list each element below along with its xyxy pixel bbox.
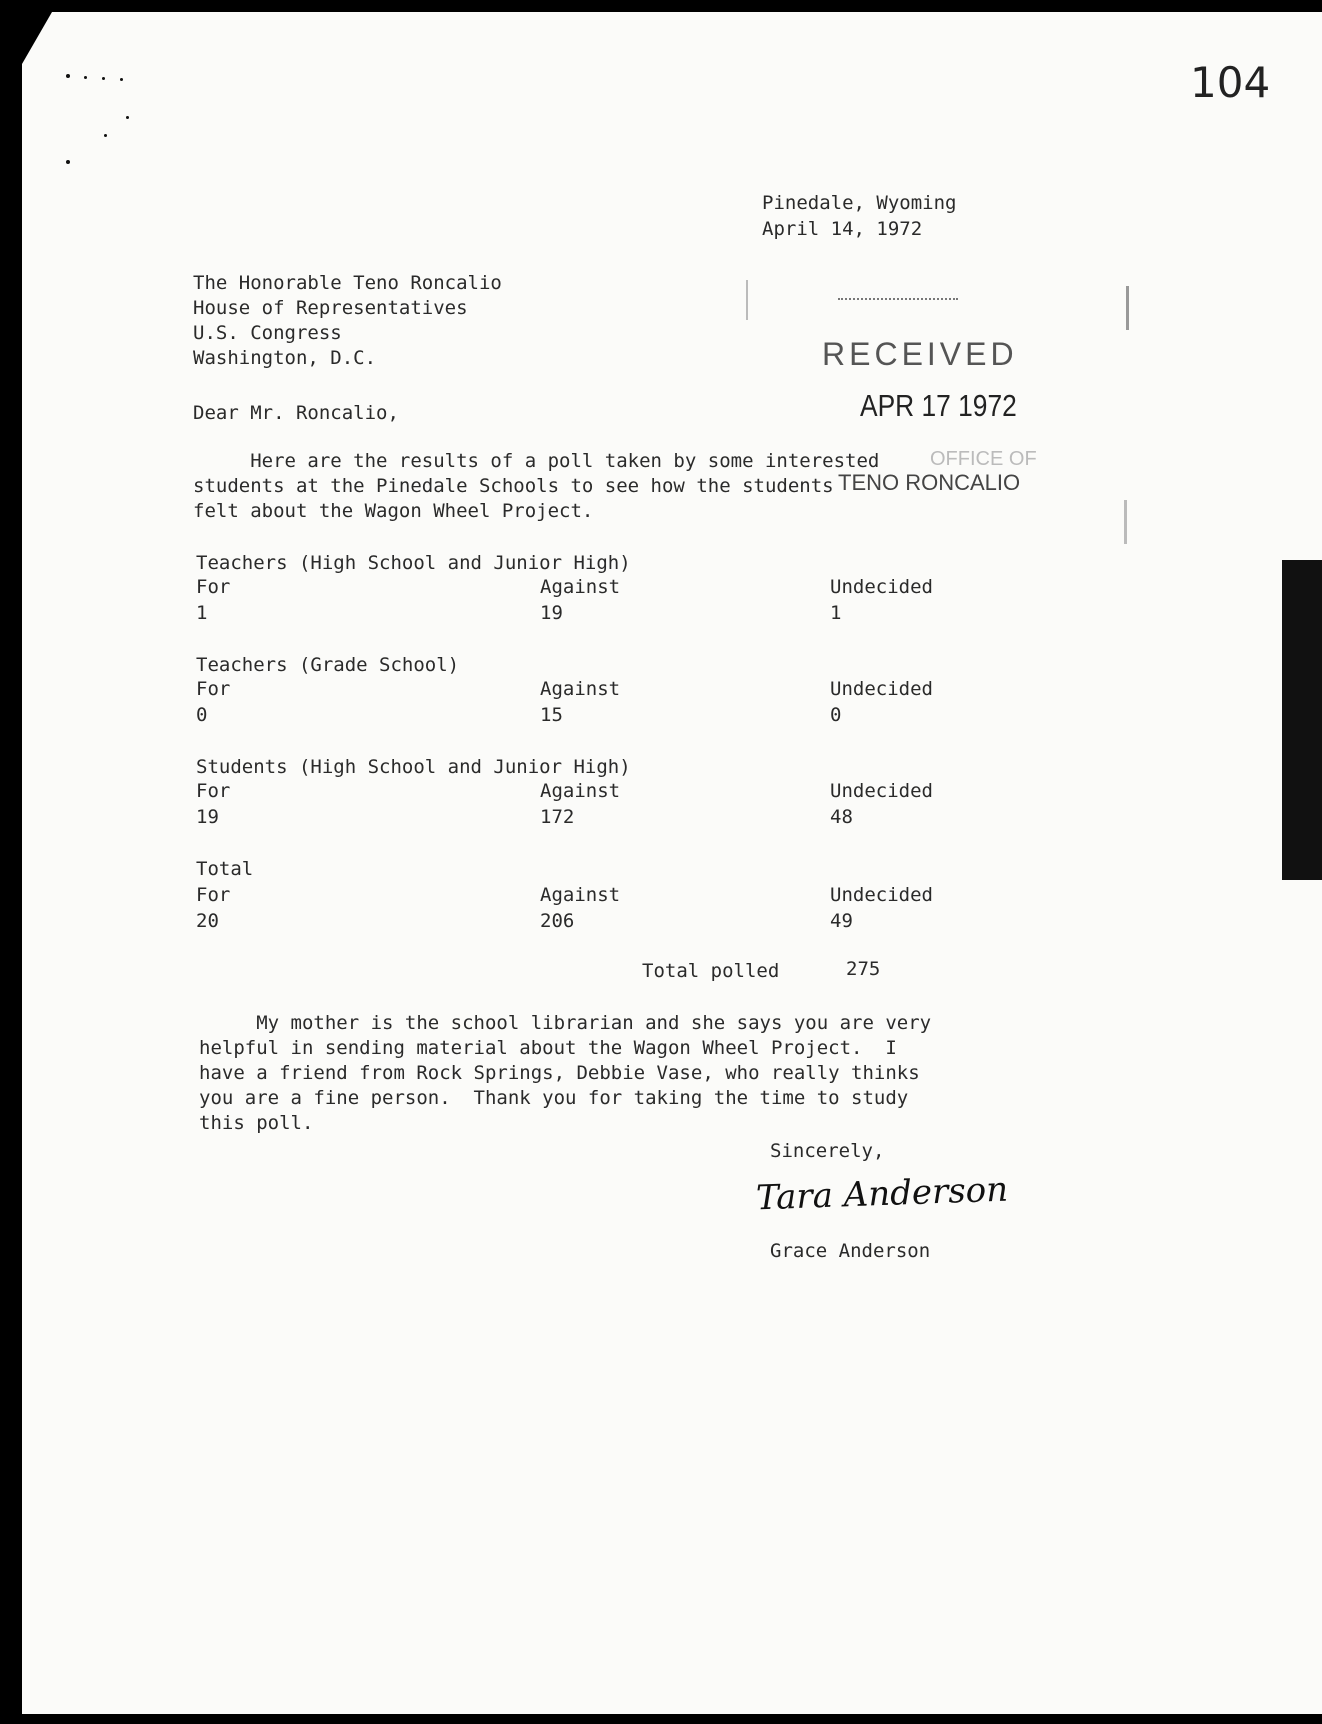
page-number: 104 — [1190, 58, 1271, 107]
intro-line: Here are the results of a poll taken by some interested — [193, 450, 880, 472]
poll-undecided-label: Undecided — [830, 576, 933, 598]
poll-against-label: Against — [540, 576, 621, 598]
poll-undecided-label: Undecided — [830, 678, 933, 700]
poll-group-title: Teachers (Grade School) — [196, 654, 460, 676]
recipient-line: House of Representatives — [193, 297, 468, 319]
stamp-received: RECEIVED — [822, 336, 1018, 372]
intro-line: felt about the Wagon Wheel Project. — [193, 500, 594, 522]
salutation: Dear Mr. Roncalio, — [193, 402, 399, 424]
poll-group-title: Total — [196, 858, 254, 880]
stamp-date: APR 17 1972 — [860, 388, 1017, 423]
total-polled-value: 275 — [846, 958, 881, 980]
recipient-line: Washington, D.C. — [193, 347, 377, 369]
stamp-name: TENO RONCALIO — [838, 470, 1021, 495]
scan-edge — [1282, 560, 1322, 880]
closing-line: helpful in sending material about the Wagon Wheel Project. I — [199, 1037, 897, 1059]
recipient-line: U.S. Congress — [193, 322, 342, 344]
poll-against-value: 19 — [540, 602, 563, 624]
total-polled-label: Total polled — [642, 960, 780, 982]
poll-against-value: 172 — [540, 806, 575, 828]
poll-against-label: Against — [540, 780, 621, 802]
scan-speck — [104, 134, 107, 137]
scan-speck — [66, 74, 70, 78]
poll-for-value: 0 — [196, 704, 208, 726]
letter-date: April 14, 1972 — [762, 218, 923, 240]
poll-undecided-value: 1 — [830, 602, 842, 624]
scan-speck — [120, 78, 123, 81]
stamp-mark — [1126, 286, 1129, 330]
closing-line: My mother is the school librarian and she says you are very — [199, 1012, 932, 1034]
intro-line: students at the Pinedale Schools to see how the students — [193, 475, 834, 497]
letter-place: Pinedale, Wyoming — [762, 192, 957, 214]
closing-line: this poll. — [199, 1112, 314, 1134]
poll-against-value: 206 — [540, 910, 575, 932]
poll-for-value: 1 — [196, 602, 208, 624]
stamp-rule — [838, 298, 958, 300]
poll-for-label: For — [196, 780, 231, 802]
poll-for-label: For — [196, 576, 231, 598]
scan-speck — [66, 160, 70, 164]
signer-name: Grace Anderson — [770, 1240, 931, 1262]
poll-against-label: Against — [540, 678, 621, 700]
poll-for-value: 19 — [196, 806, 219, 828]
recipient-line: The Honorable Teno Roncalio — [193, 272, 502, 294]
poll-undecided-label: Undecided — [830, 884, 933, 906]
poll-undecided-value: 49 — [830, 910, 853, 932]
poll-undecided-value: 48 — [830, 806, 853, 828]
closing: Sincerely, — [770, 1140, 885, 1162]
closing-line: you are a fine person. Thank you for taking the time to study — [199, 1087, 909, 1109]
poll-for-label: For — [196, 678, 231, 700]
poll-for-label: For — [196, 884, 231, 906]
handwritten-signature: Tara Anderson — [755, 1169, 1009, 1219]
poll-group-title: Students (High School and Junior High) — [196, 756, 631, 778]
poll-against-value: 15 — [540, 704, 563, 726]
poll-undecided-label: Undecided — [830, 780, 933, 802]
stamp-office: OFFICE OF — [930, 448, 1037, 470]
stamp-mark — [746, 280, 748, 320]
scan-speck — [84, 76, 87, 79]
poll-for-value: 20 — [196, 910, 219, 932]
scan-speck — [102, 77, 105, 80]
scan-speck — [126, 116, 129, 119]
poll-against-label: Against — [540, 884, 621, 906]
closing-line: have a friend from Rock Springs, Debbie Vase, who really thinks — [199, 1062, 920, 1084]
poll-group-title: Teachers (High School and Junior High) — [196, 552, 631, 574]
stamp-mark — [1124, 500, 1127, 544]
poll-undecided-value: 0 — [830, 704, 842, 726]
